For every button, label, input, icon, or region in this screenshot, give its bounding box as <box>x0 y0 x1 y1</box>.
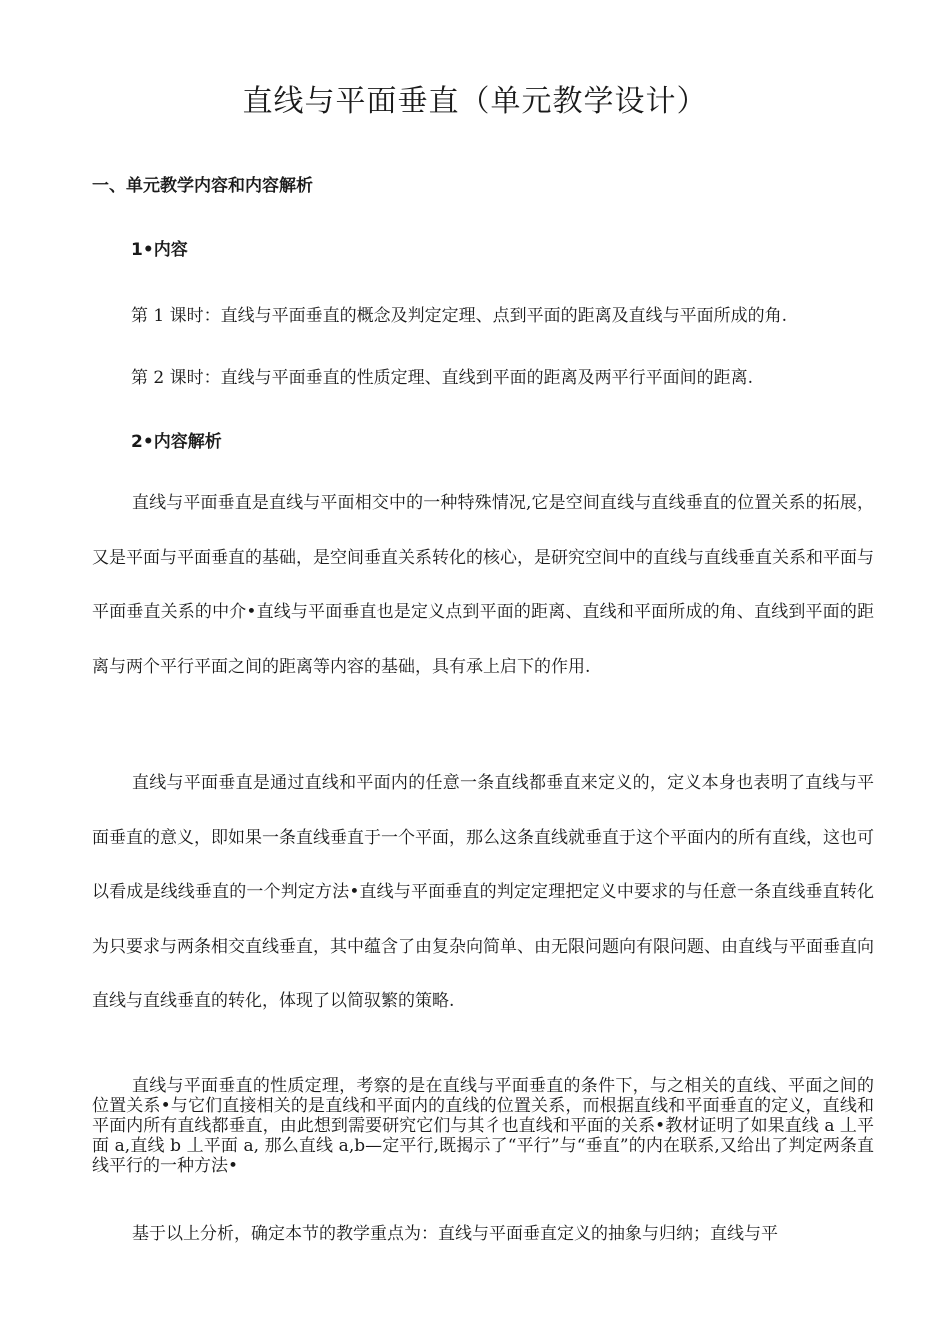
subsection-heading-content: 1•内容 <box>131 240 188 260</box>
lesson-2-text: 第 2 课时：直线与平面垂直的性质定理、直线到平面的距离及两平行平面间的距离. <box>131 368 754 388</box>
paragraph-3: 直线与平面垂直的性质定理，考察的是在直线与平面垂直的条件下，与之相关的直线、平面之间的位置关系•与它们直接相关的是直线和平面内的直线的位置关系，而根据直线和平面垂直的定义，直线和平面内所有直线都垂直，由此想到需要研究它们与其彳也直线和平面的关系•教材证明了如果直线 a 丄平面 a,直线 b 丄平面 a, 那么直线 a,b—定平行,既揭示了“平行”与“垂直”的内在联系,又给出了判定两条直线平行的一种方法• <box>92 1076 874 1176</box>
paragraph-2: 直线与平面垂直是通过直线和平面内的任意一条直线都垂直来定义的，定义本身也表明了直线与平面垂直的意义，即如果一条直线垂直于一个平面，那么这条直线就垂直于这个平面内的所有直线，这也可以看成是线线垂直的一个判定方法•直线与平面垂直的判定定理把定义中要求的与任意一条直线垂直转化为只要求与两条相交直线垂直，其中蕴含了由复杂向简单、由无限问题向有限问题、由直线与平面垂直向直线与直线垂直的转化，体现了以简驭繁的策略. <box>92 773 874 1011</box>
lesson-1-text: 第 1 课时：直线与平面垂直的概念及判定定理、点到平面的距离及直线与平面所成的角. <box>131 306 788 326</box>
document-title: 直线与平面垂直（单元教学设计） <box>242 84 708 119</box>
paragraph-4: 基于以上分析，确定本节的教学重点为：直线与平面垂直定义的抽象与归纳；直线与平 <box>132 1224 778 1244</box>
section-heading-1: 一、单元教学内容和内容解析 <box>92 176 313 196</box>
subsection-heading-analysis: 2•内容解析 <box>131 432 222 452</box>
paragraph-1: 直线与平面垂直是直线与平面相交中的一种特殊情况,它是空间直线与直线垂直的位置关系的拓展，又是平面与平面垂直的基础，是空间垂直关系转化的核心，是研究空间中的直线与直线垂直关系和平面与平面垂直关系的中介•直线与平面垂直也是定义点到平面的距离、直线和平面所成的角、直线到平面的距离与两个平行平面之间的距离等内容的基础，具有承上启下的作用. <box>92 493 874 677</box>
